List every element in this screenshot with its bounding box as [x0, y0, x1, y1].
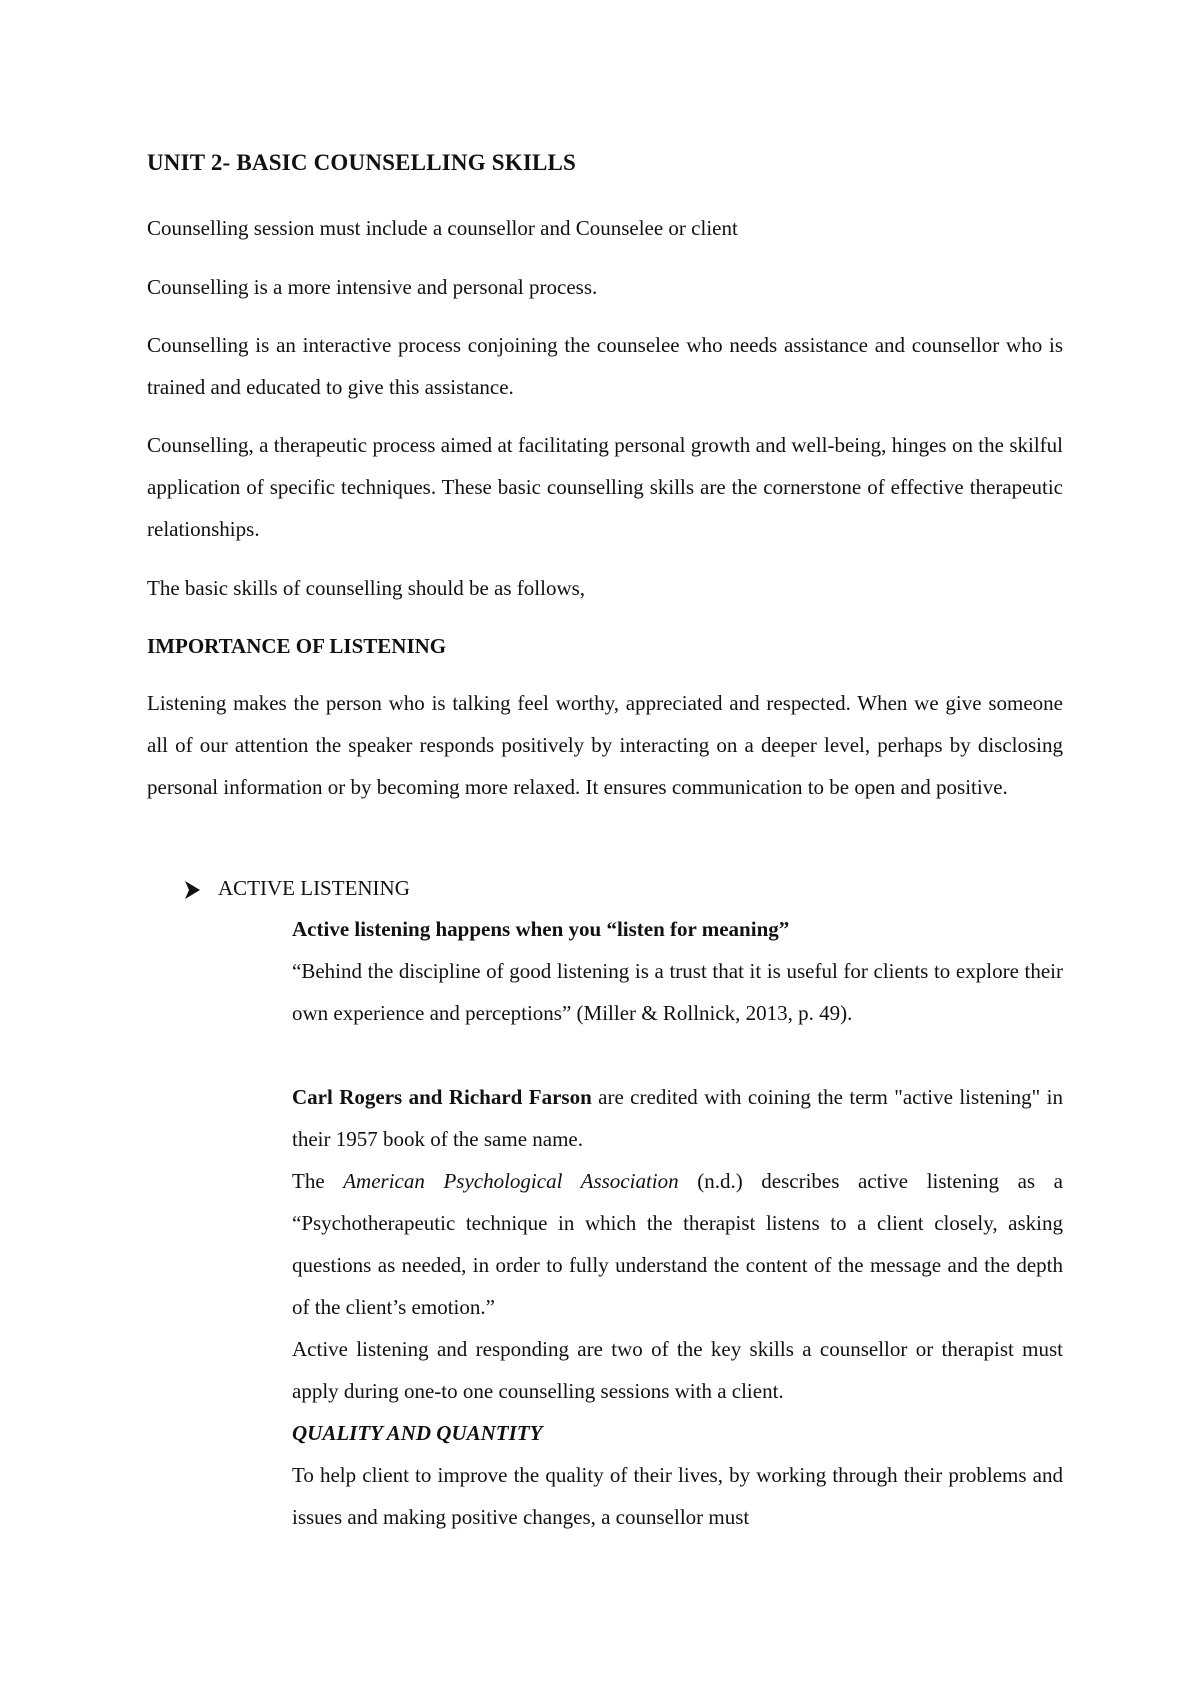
page-title: UNIT 2- BASIC COUNSELLING SKILLS — [147, 150, 577, 175]
arrow-bullet-icon — [183, 880, 201, 900]
intro-line-1: Counselling session must include a counsellor and Counselee or client — [147, 216, 738, 240]
active-listening-label: ACTIVE LISTENING — [218, 876, 410, 900]
skills-intro: The basic skills of counselling should be as follows, — [147, 576, 586, 600]
rogers-farson-names: Carl Rogers and Richard Farson — [292, 1085, 592, 1109]
apa-prefix: The — [292, 1169, 344, 1193]
paragraph-therapeutic-process: Counselling, a therapeutic process aimed at facilitating personal growth and well-being, hinges on the skilful application of specific techniques. These basic counselling skills are the cornerstone of effective therapeutic relationships. — [147, 433, 1063, 541]
rogers-farson-paragraph — [292, 1076, 1063, 1160]
apa-definition-paragraph — [292, 1160, 1063, 1328]
intro-line-2: Counselling is a more intensive and personal process. — [147, 275, 598, 299]
listening-paragraph: Listening makes the person who is talking feel worthy, appreciated and respected. When we give someone all of our attention the speaker responds positively by interacting on a deeper level, perhaps by disclosing personal information or by becoming more relaxed. It ensures communication to be open and positive. — [147, 691, 1063, 799]
listening-heading: IMPORTANCE OF LISTENING — [147, 634, 447, 658]
quality-quantity-heading: QUALITY AND QUANTITY — [292, 1421, 543, 1445]
active-listening-responding: Active listening and responding are two of the key skills a counsellor or therapist must apply during one-to one counselling sessions with a client. — [292, 1337, 1063, 1403]
paragraph-interactive-process: Counselling is an interactive process conjoining the counselee who needs assistance and counsellor who is trained and educated to give this assistance. — [147, 333, 1063, 399]
rogers-farson-text: are credited with coining the term "active listening" in their 1957 book of the same name. — [292, 1085, 1063, 1151]
apa-text: (n.d.) describes active listening as a “Psychotherapeutic technique in which the therapist listens to a client closely, asking questions as needed, in order to fully understand the content of the message and the depth of the client’s emotion.” — [292, 1169, 1063, 1319]
apa-name: American Psychological Association — [343, 1169, 679, 1193]
active-listening-subheading: Active listening happens when you “listen for meaning” — [292, 917, 790, 941]
quality-quantity-paragraph: To help client to improve the quality of their lives, by working through their problems and issues and making positive changes, a counsellor must — [292, 1463, 1063, 1529]
miller-rollnick-quote: “Behind the discipline of good listening is a trust that it is useful for clients to explore their own experience and perceptions” (Miller & Rollnick, 2013, p. 49). — [292, 959, 1063, 1025]
